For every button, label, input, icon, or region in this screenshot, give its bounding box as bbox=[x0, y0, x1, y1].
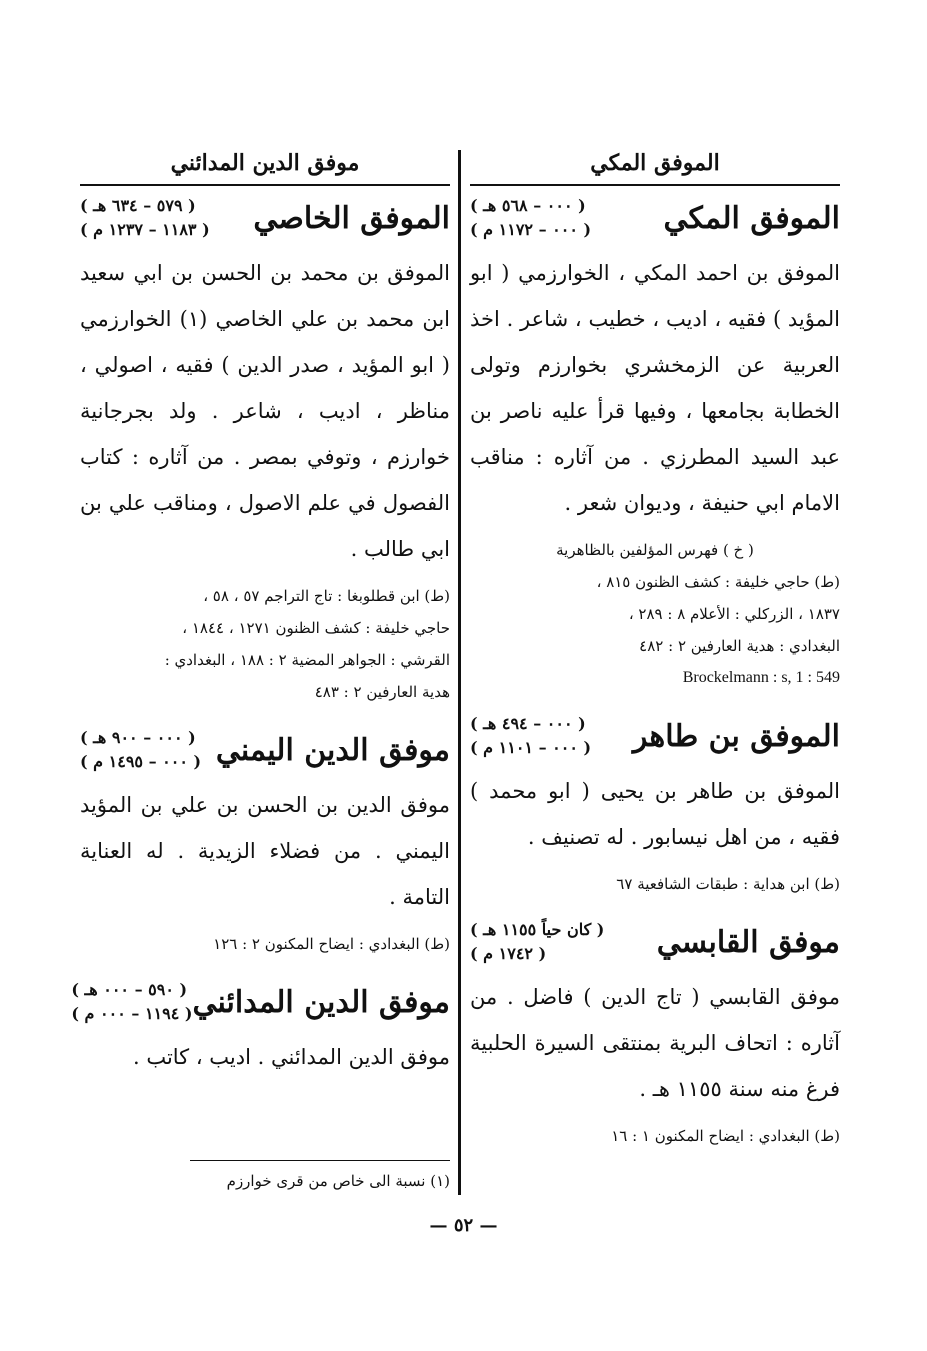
source-line: هدية العارفين ٢ : ٤٨٣ bbox=[314, 683, 450, 701]
entry-heading bbox=[470, 918, 840, 966]
running-head-right: الموفق المكي bbox=[470, 145, 840, 186]
latin-source-line: Brockelmann : s, 1 : 549 bbox=[682, 669, 840, 686]
dates-hijri: ( ٠٠٠ – ٤٩٤ هـ ) bbox=[470, 714, 586, 733]
entry-sources bbox=[80, 928, 450, 960]
entry-muwaffaq-al-din-al-yamani bbox=[80, 726, 450, 960]
entry-headword: الموفق المكي bbox=[663, 200, 840, 236]
running-head-left: موفق الدين المدائني bbox=[80, 145, 450, 186]
entry-body: موفق الدين بن الحسن بن علي بن المؤيد اليمني . من فضلاء الزيدية . له العناية التامة . bbox=[80, 793, 450, 909]
entry-dates bbox=[80, 194, 210, 242]
entry-al-muwaffaq-ibn-tahir bbox=[470, 712, 840, 900]
dates-hijri: ( ٠٠٠ – ٥٦٨ هـ ) bbox=[470, 196, 586, 215]
source-line: (ط) ابن قطلوبغا : تاج التراجم ٥٧ ، ٥٨ ، bbox=[203, 587, 450, 605]
entry-heading bbox=[80, 194, 450, 242]
entry-sources bbox=[80, 580, 450, 708]
source-line: البغدادي : هدية العارفين ٢ : ٤٨٢ bbox=[639, 637, 840, 655]
entry-heading bbox=[470, 712, 840, 760]
entry-muwaffaq-al-din-al-madaini bbox=[71, 978, 450, 1080]
dates-hijri: ( ٥٩٠ – ٠٠٠ هـ ) bbox=[71, 980, 188, 999]
entry-headword: موفق الدين اليمني bbox=[215, 732, 450, 768]
right-column bbox=[470, 145, 840, 1181]
footnote-rule bbox=[190, 1160, 450, 1161]
source-line: القرشي : الجواهر المضية ٢ : ١٨٨ ، البغدادي : bbox=[164, 651, 450, 669]
entry-heading bbox=[80, 726, 450, 774]
entry-sources bbox=[470, 1120, 840, 1152]
source-line: (ط) حاجي خليفة : كشف الظنون ٨١٥ ، bbox=[596, 573, 840, 591]
column-divider bbox=[458, 150, 461, 1195]
source-line: ١٨٣٧ ، الزركلي : الأعلام ٨ : ٢٨٩ ، bbox=[628, 605, 840, 623]
dates-hijri: ( ٠٠٠ – ٩٠٠ هـ ) bbox=[80, 728, 196, 747]
page-number: — ٥٢ — bbox=[429, 1215, 498, 1236]
entry-headword: الموفق بن طاهر bbox=[632, 718, 840, 754]
dates-ce: ( ٠٠٠ – ١١٧٢ م ) bbox=[470, 220, 592, 239]
source-line: حاجي خليفة : كشف الظنون ١٢٧١ ، ١٨٤٤ ، bbox=[182, 619, 450, 637]
dates-ce: ( ٠٠٠ – ١٤٩٥ م ) bbox=[80, 752, 202, 771]
entry-body: موفق القابسي ( تاج الدين ) فاضل . من آثاره : اتحاف البرية بمنتقى السيرة الحلبية فرغ منه سنة ١١٥٥ هـ . bbox=[470, 985, 840, 1101]
entry-headword: موفق القابسي bbox=[656, 924, 840, 960]
source-line: (ط) البغدادي : ايضاح المكنون ١ : ١٦ bbox=[611, 1127, 840, 1145]
left-column bbox=[71, 145, 450, 1181]
entry-body: الموفق بن محمد بن الحسن بن ابي سعيد ابن محمد بن علي الخاصي (١) الخوارزمي ( ابو المؤيد ، صدر الدين ) فقيه ، اصولي ، مناظر ، اديب ، شاعر . ولد بجرجانية خوارزم ، وتوفي بمصر . من آثاره : كتاب الفصول في علم الاصول ، ومناقب علي بن ابي طالب . bbox=[80, 261, 450, 561]
entry-headword: موفق الدين المدائني bbox=[192, 984, 450, 1020]
dates-ce: ( ٠٠٠ – ١١٠١ م ) bbox=[470, 738, 592, 757]
dates-ce: ( ١١٨٣ – ١٢٣٧ م ) bbox=[80, 220, 210, 239]
entry-dates bbox=[71, 978, 192, 1026]
entry-al-muwaffaq-al-khasi bbox=[80, 194, 450, 708]
entry-muwaffaq-al-qabisi bbox=[470, 918, 840, 1152]
footnote: (١) نسبة الى خاص من قرى خوارزم bbox=[226, 1172, 450, 1190]
entry-dates bbox=[470, 918, 604, 966]
entry-heading bbox=[470, 194, 840, 242]
dates-hijri: ( ٥٧٩ – ٦٣٤ هـ ) bbox=[80, 196, 196, 215]
source-line: (ط) البغدادي : ايضاح المكنون ٢ : ١٢٦ bbox=[213, 935, 450, 953]
dates-hijri: ( كان حياً ١١٥٥ هـ ) bbox=[470, 920, 605, 939]
entry-headword: الموفق الخاصي bbox=[253, 200, 450, 236]
entry-al-muwaffaq-al-makki bbox=[470, 194, 840, 694]
entry-dates bbox=[80, 726, 201, 774]
source-line: (ط) ابن هداية : طبقات الشافعية ٦٧ bbox=[616, 875, 840, 893]
source-line: ( خ ) فهرس المؤلفين بالظاهرية bbox=[556, 541, 754, 559]
entry-sources bbox=[470, 534, 840, 694]
entry-dates bbox=[470, 712, 591, 760]
entry-heading bbox=[71, 978, 450, 1026]
entry-dates bbox=[470, 194, 591, 242]
entry-sources bbox=[470, 868, 840, 900]
entry-body: الموفق بن طاهر بن يحيى ( ابو محمد ) فقيه ، من اهل نيسابور . له تصنيف . bbox=[470, 779, 840, 849]
entry-body: موفق الدين المدائني . اديب ، كاتب . bbox=[132, 1045, 450, 1069]
dates-ce: ( ١١٩٤ – ٠٠٠ م ) bbox=[71, 1004, 193, 1023]
dates-ce: ( ١٧٤٢ م ) bbox=[470, 944, 547, 963]
entry-body: الموفق بن احمد المكي ، الخوارزمي ( ابو المؤيد ) فقيه ، اديب ، خطيب ، شاعر . اخذ العربية عن الزمخشري بخوارزم وتولى الخطابة بجامعها ، وفيها قرأ عليه ناصر بن عبد السيد المطرزي . من آثاره : مناقب الامام ابي حنيفة ، وديوان شعر . bbox=[470, 261, 840, 515]
